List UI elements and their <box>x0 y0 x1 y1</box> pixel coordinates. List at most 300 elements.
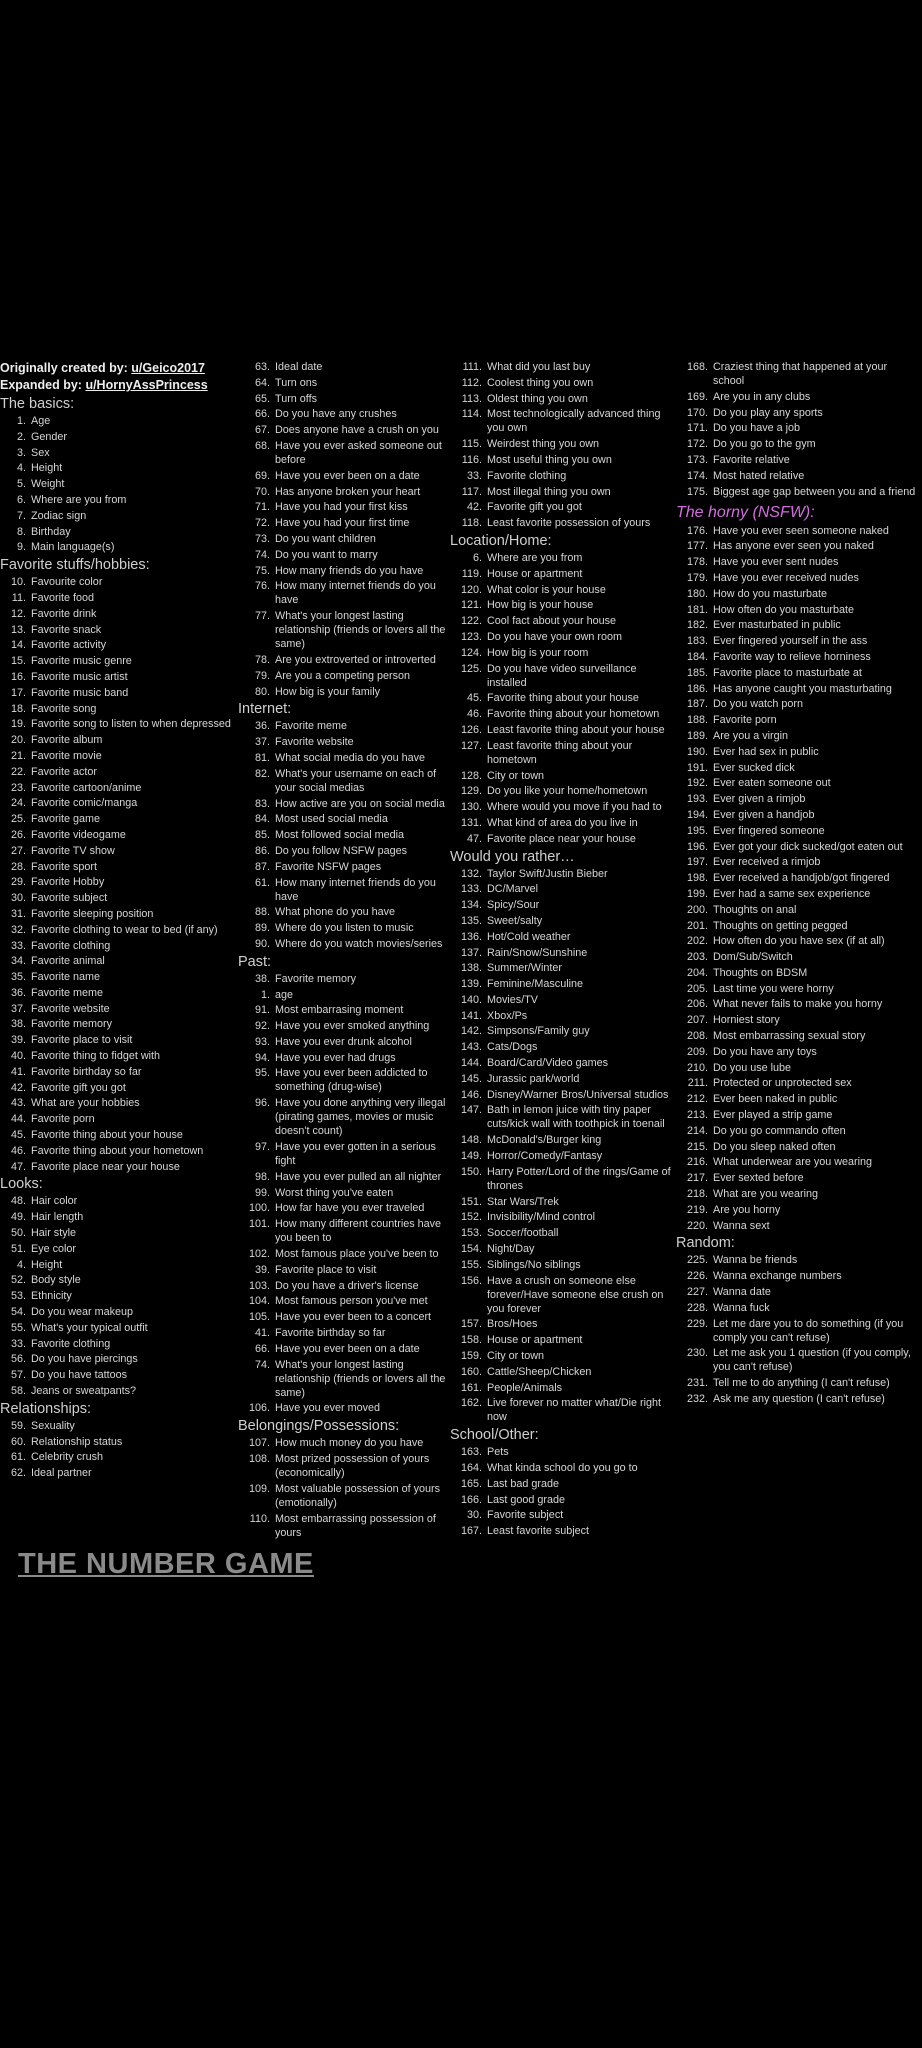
section-heading: Random: <box>676 1235 735 1252</box>
question-text: Simpsons/Family guy <box>487 1025 590 1038</box>
question-number: 42. <box>466 501 482 514</box>
list-item <box>676 1203 920 1217</box>
question-number: 108. <box>248 1453 270 1466</box>
question-number: 152. <box>460 1211 482 1224</box>
question-number: 101. <box>248 1218 270 1231</box>
question-text: What are your hobbies <box>31 1097 140 1110</box>
question-number: 51. <box>10 1242 26 1255</box>
question-number: 184. <box>686 650 708 663</box>
list-item <box>450 485 672 499</box>
question-text: Favorite birthday so far <box>275 1327 386 1340</box>
question-number: 111. <box>462 361 482 373</box>
list-item <box>450 882 672 896</box>
question-number: 122. <box>460 615 482 628</box>
list-item <box>238 392 452 406</box>
question-number: 21. <box>10 749 26 762</box>
list-item <box>0 749 232 763</box>
created-by-credit: Originally created by: u/Geico2017 <box>0 361 205 375</box>
list-item <box>238 1247 452 1261</box>
question-text: Do you go to the gym <box>713 438 816 451</box>
list-item <box>0 1466 232 1480</box>
list-item <box>450 1133 672 1147</box>
question-text: How big is your room <box>487 646 589 659</box>
question-number: 20. <box>10 734 26 747</box>
question-text: Harry Potter/Lord of the rings/Game of thrones <box>487 1165 671 1192</box>
question-number: 61. <box>254 876 270 889</box>
question-number: 225. <box>686 1254 708 1267</box>
list-item <box>0 828 232 842</box>
question-text: Birthday <box>31 525 71 538</box>
question-number: 10. <box>10 576 26 589</box>
question-number: 121. <box>460 599 482 612</box>
column-1-list <box>0 395 232 1480</box>
question-text: Least favorite possession of yours <box>487 517 651 530</box>
question-text: How often do you have sex (if at all) <box>713 935 885 948</box>
question-text: Wanna sext <box>713 1219 770 1232</box>
question-number: 211. <box>687 1077 708 1090</box>
list-item <box>0 891 232 905</box>
question-number: 215. <box>686 1140 708 1153</box>
list-item <box>0 1273 232 1287</box>
question-number: 17. <box>10 686 26 699</box>
list-item <box>676 390 920 404</box>
question-number: 126. <box>460 723 482 736</box>
list-item <box>0 638 232 652</box>
question-number: 6. <box>16 493 26 506</box>
question-number: 30. <box>466 1509 482 1522</box>
list-item <box>676 1140 920 1154</box>
list-item <box>450 1040 672 1054</box>
list-item <box>0 1210 232 1224</box>
list-item <box>676 745 920 759</box>
question-text: What's your longest lasting relationship (friends or lovers all the same) <box>275 610 446 651</box>
list-item <box>238 376 452 390</box>
list-item <box>450 832 672 846</box>
question-text: Do you have any toys <box>713 1045 817 1058</box>
question-text: Feminine/Masculine <box>487 978 584 991</box>
list-item <box>450 1210 672 1224</box>
list-item <box>0 702 232 716</box>
list-item <box>676 1346 920 1374</box>
list-item <box>0 733 232 747</box>
list-item <box>0 1128 232 1142</box>
list-item <box>676 808 920 822</box>
column-2-list <box>238 360 452 1540</box>
question-number: 72. <box>254 517 270 530</box>
question-number: 157. <box>460 1318 482 1331</box>
question-text: What's your longest lasting relationship (friends or lovers all the same) <box>275 1358 446 1399</box>
question-text: Tell me to do anything (I can't refuse) <box>713 1377 890 1390</box>
list-item <box>238 735 452 749</box>
question-text: Xbox/Ps <box>487 1009 528 1022</box>
question-text: Taylor Swift/Justin Bieber <box>487 867 608 880</box>
question-text: Ever received a rimjob <box>713 856 821 869</box>
list-item <box>0 1419 232 1433</box>
list-item <box>676 792 920 806</box>
question-text: Weight <box>31 478 65 491</box>
question-text: Favorite place to visit <box>275 1263 377 1276</box>
question-number: 207. <box>686 1014 708 1027</box>
list-item <box>450 800 672 814</box>
question-number: 58. <box>10 1385 26 1398</box>
question-text: Disney/Warner Bros/Universal studios <box>487 1088 669 1101</box>
question-number: 5. <box>16 478 26 491</box>
question-text: Do you want children <box>275 532 376 545</box>
question-number: 228. <box>686 1301 708 1314</box>
question-text: Are you a virgin <box>713 729 789 742</box>
question-number: 146. <box>460 1088 482 1101</box>
question-number: 64. <box>254 376 270 389</box>
question-number: 191. <box>686 761 708 774</box>
question-number: 105. <box>248 1311 270 1324</box>
question-text: Most technologically advanced thing you own <box>487 408 661 435</box>
list-item <box>676 840 920 854</box>
question-text: Favorite thing about your house <box>31 1129 183 1142</box>
question-number: 210. <box>686 1061 708 1074</box>
list-item <box>238 1140 452 1168</box>
question-text: Let me ask you 1 question (if you comply, you can't refuse) <box>713 1347 911 1374</box>
question-number: 54. <box>10 1306 26 1319</box>
question-number: 102. <box>248 1248 270 1261</box>
question-text: Have you ever pulled an all nighter <box>275 1170 442 1183</box>
question-number: 158. <box>460 1334 482 1347</box>
question-text: How do you masturbate <box>713 587 828 600</box>
list-item <box>0 907 232 921</box>
question-number: 61. <box>10 1451 26 1464</box>
question-number: 50. <box>10 1227 26 1240</box>
question-text: Most famous person you've met <box>275 1295 428 1308</box>
question-text: Do you want to marry <box>275 548 378 561</box>
list-item <box>450 707 672 721</box>
question-number: 46. <box>10 1144 26 1157</box>
list-item <box>0 493 232 507</box>
question-text: What never fails to make you horny <box>713 998 883 1011</box>
creator-username[interactable]: u/Geico2017 <box>131 361 205 375</box>
question-number: 227. <box>686 1286 708 1299</box>
question-text: How many internet friends do you have <box>275 876 436 903</box>
question-number: 3. <box>16 446 26 459</box>
list-item <box>0 1160 232 1174</box>
list-item <box>450 1365 672 1379</box>
question-text: Favorite song to listen to when depressed <box>31 718 231 731</box>
list-item <box>450 453 672 467</box>
question-number: 48. <box>10 1195 26 1208</box>
question-number: 4. <box>16 462 26 475</box>
list-item <box>238 532 452 546</box>
question-number: 4. <box>16 1258 26 1271</box>
question-number: 160. <box>460 1365 482 1378</box>
question-number: 178. <box>686 556 708 569</box>
question-text: Favorite porn <box>31 1113 95 1126</box>
list-item <box>0 812 232 826</box>
list-item <box>0 1081 232 1095</box>
question-text: Height <box>31 462 63 475</box>
question-number: 150. <box>460 1165 482 1178</box>
question-text: Body style <box>31 1274 81 1287</box>
question-text: What phone do you have <box>275 906 396 919</box>
expander-username[interactable]: u/HornyAssPrincess <box>85 378 208 392</box>
question-number: 185. <box>686 666 708 679</box>
question-text: Favorite thing about your house <box>487 692 639 705</box>
question-text: Favorite clothing to wear to bed (if any) <box>31 923 218 936</box>
question-number: 148. <box>460 1134 482 1147</box>
question-number: 200. <box>686 903 708 916</box>
question-text: Do you watch porn <box>713 698 804 711</box>
question-text: Most valuable possession of yours (emotionally) <box>275 1482 441 1509</box>
question-number: 38. <box>10 1018 26 1031</box>
list-item <box>238 1358 452 1400</box>
question-number: 33. <box>466 469 482 482</box>
question-number: 130. <box>460 801 482 814</box>
list-item <box>450 739 672 767</box>
list-item <box>676 997 920 1011</box>
question-number: 113. <box>461 392 482 405</box>
question-number: 74. <box>254 548 270 561</box>
question-text: Do you have your own room <box>487 630 623 643</box>
question-number: 40. <box>10 1050 26 1063</box>
question-text: Favorite sleeping position <box>31 907 154 920</box>
list-item <box>676 524 920 538</box>
question-text: Do you have a driver's license <box>275 1279 419 1292</box>
list-item <box>676 776 920 790</box>
question-number: 39. <box>254 1263 270 1276</box>
question-number: 139. <box>460 978 482 991</box>
question-number: 171. <box>686 422 708 435</box>
question-number: 176. <box>686 524 708 537</box>
list-item <box>450 784 672 798</box>
question-number: 36. <box>254 720 270 733</box>
list-item <box>238 844 452 858</box>
question-text: Favorite clothing <box>31 939 111 952</box>
question-text: Last good grade <box>487 1493 566 1506</box>
question-text: Favorite porn <box>713 714 777 727</box>
question-number: 82. <box>254 767 270 780</box>
question-text: Ethnicity <box>31 1290 72 1303</box>
question-number: 229. <box>686 1317 708 1330</box>
list-item <box>450 1508 672 1522</box>
question-text: Favorite meme <box>31 986 103 999</box>
question-text: Favorite comic/manga <box>31 797 138 810</box>
question-number: 57. <box>10 1369 26 1382</box>
question-text: Has anyone ever seen you naked <box>713 540 874 553</box>
question-number: 162. <box>460 1397 482 1410</box>
list-item <box>676 903 920 917</box>
question-text: Most hated relative <box>713 469 805 482</box>
list-item <box>0 954 232 968</box>
list-item <box>450 1088 672 1102</box>
question-number: 46. <box>466 708 482 721</box>
question-text: Favorite place to masturbate at <box>713 666 862 679</box>
question-number: 84. <box>254 813 270 826</box>
question-text: Eye color <box>31 1242 77 1255</box>
list-item <box>238 516 452 530</box>
question-number: 187. <box>686 698 708 711</box>
question-number: 136. <box>460 930 482 943</box>
question-number: 151. <box>460 1195 482 1208</box>
question-text: Sexuality <box>31 1419 75 1432</box>
list-item <box>676 571 920 585</box>
list-item <box>450 691 672 705</box>
question-number: 128. <box>460 769 482 782</box>
question-text: Have you ever received nudes <box>713 571 859 584</box>
column-3 <box>450 360 672 1540</box>
list-item <box>238 439 452 467</box>
question-number: 49. <box>10 1211 26 1224</box>
list-item <box>450 1381 672 1395</box>
column-4 <box>676 360 920 1408</box>
question-number: 52. <box>10 1274 26 1287</box>
question-text: Are you a competing person <box>275 669 411 682</box>
question-number: 133. <box>460 883 482 896</box>
question-text: Favorite NSFW pages <box>275 860 382 873</box>
list-item <box>676 871 920 885</box>
question-text: Wanna fuck <box>713 1301 770 1314</box>
question-number: 96. <box>254 1097 270 1110</box>
question-text: Last time you were horny <box>713 982 834 995</box>
question-text: How far have you ever traveled <box>275 1202 425 1215</box>
list-item <box>238 564 452 578</box>
question-number: 39. <box>10 1034 26 1047</box>
question-text: Dom/Sub/Switch <box>713 951 793 964</box>
list-item <box>0 623 232 637</box>
question-text: Thoughts on anal <box>713 903 797 916</box>
list-item <box>0 1049 232 1063</box>
question-text: Soccer/football <box>487 1227 559 1240</box>
list-item <box>450 630 672 644</box>
question-text: Movies/TV <box>487 993 538 1006</box>
list-item <box>450 360 672 374</box>
list-item <box>450 1274 672 1316</box>
question-text: Have you done anything very illegal (pirating games, movies or music doesn't count) <box>275 1097 446 1138</box>
question-text: Ideal partner <box>31 1467 92 1480</box>
question-text: Most followed social media <box>275 829 405 842</box>
question-text: Most used social media <box>275 813 388 826</box>
list-item <box>238 1003 452 1017</box>
question-number: 198. <box>686 872 708 885</box>
question-number: 124. <box>460 646 482 659</box>
question-text: Coolest thing you own <box>487 376 594 389</box>
list-item <box>450 1024 672 1038</box>
column-2 <box>238 360 452 1541</box>
question-text: McDonald's/Burger king <box>487 1134 602 1147</box>
question-text: Summer/Winter <box>487 962 562 975</box>
question-text: Ask me any question (I can't refuse) <box>713 1393 885 1406</box>
question-text: Where are you from <box>31 493 127 506</box>
list-item <box>676 1013 920 1027</box>
list-item <box>450 598 672 612</box>
question-number: 154. <box>460 1243 482 1256</box>
question-number: 180. <box>686 587 708 600</box>
question-text: Favorite Hobby <box>31 876 105 889</box>
question-number: 25. <box>10 813 26 826</box>
question-text: Biggest age gap between you and a friend <box>713 485 916 498</box>
question-text: Night/Day <box>487 1243 535 1256</box>
question-number: 9. <box>16 541 26 554</box>
list-item <box>676 855 920 869</box>
list-item <box>450 567 672 581</box>
list-item <box>0 509 232 523</box>
question-number: 226. <box>686 1270 708 1283</box>
question-number: 104. <box>248 1295 270 1308</box>
question-text: Worst thing you've eaten <box>275 1186 394 1199</box>
list-item <box>450 1103 672 1131</box>
question-text: Do you have a job <box>713 422 801 435</box>
list-item <box>450 1195 672 1209</box>
question-number: 175. <box>686 485 708 498</box>
question-text: Hair length <box>31 1211 84 1224</box>
question-number: 90. <box>254 937 270 950</box>
list-item <box>238 812 452 826</box>
list-item <box>0 607 232 621</box>
list-item <box>0 781 232 795</box>
question-text: Sweet/salty <box>487 914 543 927</box>
question-number: 143. <box>460 1041 482 1054</box>
list-item <box>676 934 920 948</box>
section-heading: Favorite stuffs/hobbies: <box>0 557 150 574</box>
list-item <box>0 923 232 937</box>
question-number: 38. <box>254 972 270 985</box>
list-item <box>676 1029 920 1043</box>
question-number: 147. <box>460 1104 482 1117</box>
column-3-list <box>450 360 672 1538</box>
list-item <box>238 1310 452 1324</box>
question-text: Siblings/No siblings <box>487 1258 581 1271</box>
list-item <box>0 1450 232 1464</box>
question-number: 159. <box>460 1350 482 1363</box>
question-number: 131. <box>460 816 482 829</box>
question-text: Ideal date <box>275 361 323 373</box>
list-item <box>450 867 672 881</box>
list-item <box>238 469 452 483</box>
list-item <box>238 937 452 951</box>
list-item <box>0 1352 232 1366</box>
question-number: 99. <box>254 1186 270 1199</box>
question-text: Do you wear makeup <box>31 1306 134 1319</box>
list-item <box>450 1165 672 1193</box>
question-number: 183. <box>686 635 708 648</box>
question-number: 161. <box>460 1381 482 1394</box>
question-number: 1. <box>16 415 26 427</box>
question-number: 208. <box>686 1030 708 1043</box>
question-number: 55. <box>10 1321 26 1334</box>
list-item <box>450 392 672 406</box>
question-number: 45. <box>466 692 482 705</box>
question-text: Ever given a rimjob <box>713 793 806 806</box>
question-number: 62. <box>10 1467 26 1480</box>
list-item <box>0 1368 232 1382</box>
list-item <box>676 729 920 743</box>
question-text: Have you ever been addicted to something (drug-wise) <box>275 1067 428 1094</box>
question-number: 53. <box>10 1290 26 1303</box>
question-number: 37. <box>254 736 270 749</box>
question-text: Horniest story <box>713 1014 780 1027</box>
list-item <box>676 587 920 601</box>
question-text: Wanna exchange numbers <box>713 1270 842 1283</box>
list-item <box>0 430 232 444</box>
list-item <box>676 1253 920 1267</box>
question-text: Star Wars/Trek <box>487 1195 559 1208</box>
question-text: Wanna be friends <box>713 1254 798 1267</box>
question-number: 6. <box>472 551 482 564</box>
question-text: Most prized possession of yours (economically) <box>275 1453 430 1480</box>
question-text: Have you ever gotten in a serious fight <box>275 1141 436 1168</box>
question-text: Turn offs <box>275 392 318 405</box>
question-text: Sex <box>31 446 50 459</box>
question-text: Ever eaten someone out <box>713 777 831 790</box>
list-item <box>238 609 452 651</box>
question-text: Least favorite subject <box>487 1525 590 1538</box>
question-number: 45. <box>10 1129 26 1142</box>
